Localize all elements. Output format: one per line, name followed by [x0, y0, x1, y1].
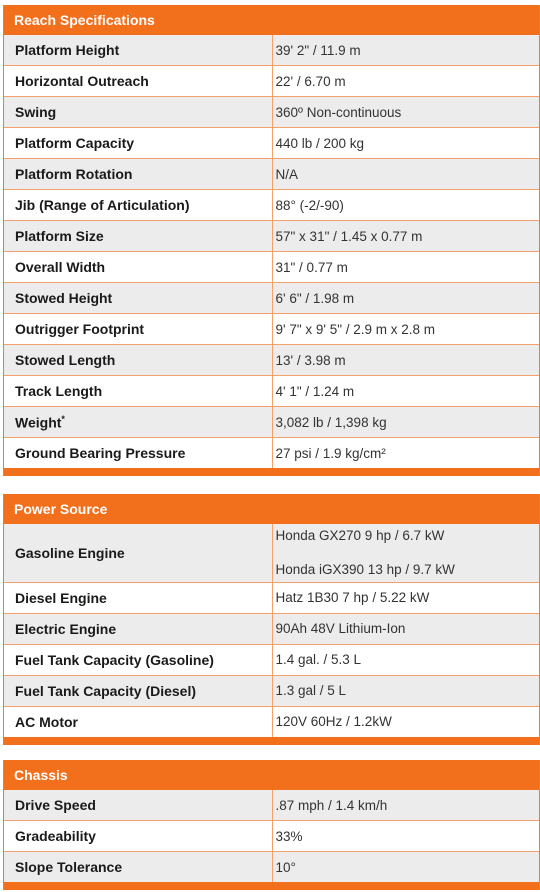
spec-table [4, 790, 539, 882]
spec-label-cell [4, 407, 272, 438]
spec-row [4, 252, 539, 283]
spec-value: 1.4 gal. / 5.3 L [272, 644, 539, 675]
spec-label: Diesel Engine [4, 582, 272, 613]
spec-value: Hatz 1B30 7 hp / 5.22 kW [272, 582, 539, 613]
section-title: Chassis [4, 760, 539, 790]
spec-row [4, 221, 539, 252]
spec-label: Slope Tolerance [4, 852, 272, 883]
spec-row [4, 35, 539, 66]
footnote-marker: * [61, 413, 65, 424]
spec-row [4, 644, 539, 675]
spec-value: N/A [272, 159, 539, 190]
spec-row [4, 97, 539, 128]
spec-label: Platform Height [4, 35, 272, 66]
spec-label: Drive Speed [4, 790, 272, 821]
spec-label: Jib (Range of Articulation) [4, 190, 272, 221]
spec-label: Platform Capacity [4, 128, 272, 159]
spec-label: Stowed Height [4, 283, 272, 314]
spec-value: 360º Non-continuous [272, 97, 539, 128]
spec-label: Platform Size [4, 221, 272, 252]
section-title: Power Source [4, 494, 539, 524]
spec-label: Fuel Tank Capacity (Gasoline) [4, 644, 272, 675]
spec-row [4, 159, 539, 190]
spec-row [4, 582, 539, 613]
spec-value-line: Honda iGX390 13 hp / 9.7 kW [275, 561, 455, 577]
section-reach-specifications [3, 5, 540, 476]
spec-label: Outrigger Footprint [4, 314, 272, 345]
spec-label: Track Length [4, 376, 272, 407]
spec-value [272, 524, 539, 582]
spec-row [4, 613, 539, 644]
section-footer-bar [4, 737, 539, 745]
spec-row [4, 852, 539, 883]
spec-row [4, 128, 539, 159]
spec-row [4, 524, 539, 582]
section-title: Reach Specifications [4, 5, 539, 35]
spec-label: Swing [4, 97, 272, 128]
spec-label: Stowed Length [4, 345, 272, 376]
spec-value: 13' / 3.98 m [272, 345, 539, 376]
spec-row [4, 675, 539, 706]
section-footer-bar [4, 468, 539, 476]
spec-value: 90Ah 48V Lithium-Ion [272, 613, 539, 644]
spec-label: Gradeability [4, 821, 272, 852]
spec-row [4, 314, 539, 345]
spec-label: Weight [15, 414, 62, 431]
spec-value: .87 mph / 1.4 km/h [272, 790, 539, 821]
spec-row [4, 345, 539, 376]
section-power-source [3, 494, 540, 745]
spec-value: 33% [272, 821, 539, 852]
spec-label: AC Motor [4, 706, 272, 737]
spec-value: 88° (-2/-90) [272, 190, 539, 221]
spec-label: Platform Rotation [4, 159, 272, 190]
spec-value: 1.3 gal / 5 L [272, 675, 539, 706]
spec-row [4, 821, 539, 852]
spec-label: Gasoline Engine [4, 524, 272, 582]
spec-row [4, 66, 539, 97]
spec-label: Horizontal Outreach [4, 66, 272, 97]
spec-value: 9' 7" x 9' 5" / 2.9 m x 2.8 m [272, 314, 539, 345]
spec-value: 22' / 6.70 m [272, 66, 539, 97]
spec-value: 440 lb / 200 kg [272, 128, 539, 159]
spec-label: Fuel Tank Capacity (Diesel) [4, 675, 272, 706]
spec-label: Ground Bearing Pressure [4, 438, 272, 469]
spec-table [4, 524, 539, 737]
spec-value: 4' 1" / 1.24 m [272, 376, 539, 407]
spec-row [4, 790, 539, 821]
spec-value: 10° [272, 852, 539, 883]
spec-value-line: Honda GX270 9 hp / 6.7 kW [275, 527, 445, 543]
section-footer-bar [4, 882, 539, 890]
spec-row [4, 438, 539, 469]
spec-value: 27 psi / 1.9 kg/cm² [272, 438, 539, 469]
spec-row [4, 376, 539, 407]
spec-value: 3,082 lb / 1,398 kg [272, 407, 539, 438]
spec-label: Electric Engine [4, 613, 272, 644]
spec-value: 120V 60Hz / 1.2kW [272, 706, 539, 737]
section-chassis [3, 760, 540, 890]
spec-row [4, 190, 539, 221]
spec-row [4, 407, 539, 438]
spec-value: 6' 6" / 1.98 m [272, 283, 539, 314]
spec-value: 39' 2" / 11.9 m [272, 35, 539, 66]
spec-table [4, 35, 539, 468]
spec-value: 57" x 31" / 1.45 x 0.77 m [272, 221, 539, 252]
spec-value: 31" / 0.77 m [272, 252, 539, 283]
spec-row [4, 706, 539, 737]
spec-label: Overall Width [4, 252, 272, 283]
spec-row [4, 283, 539, 314]
